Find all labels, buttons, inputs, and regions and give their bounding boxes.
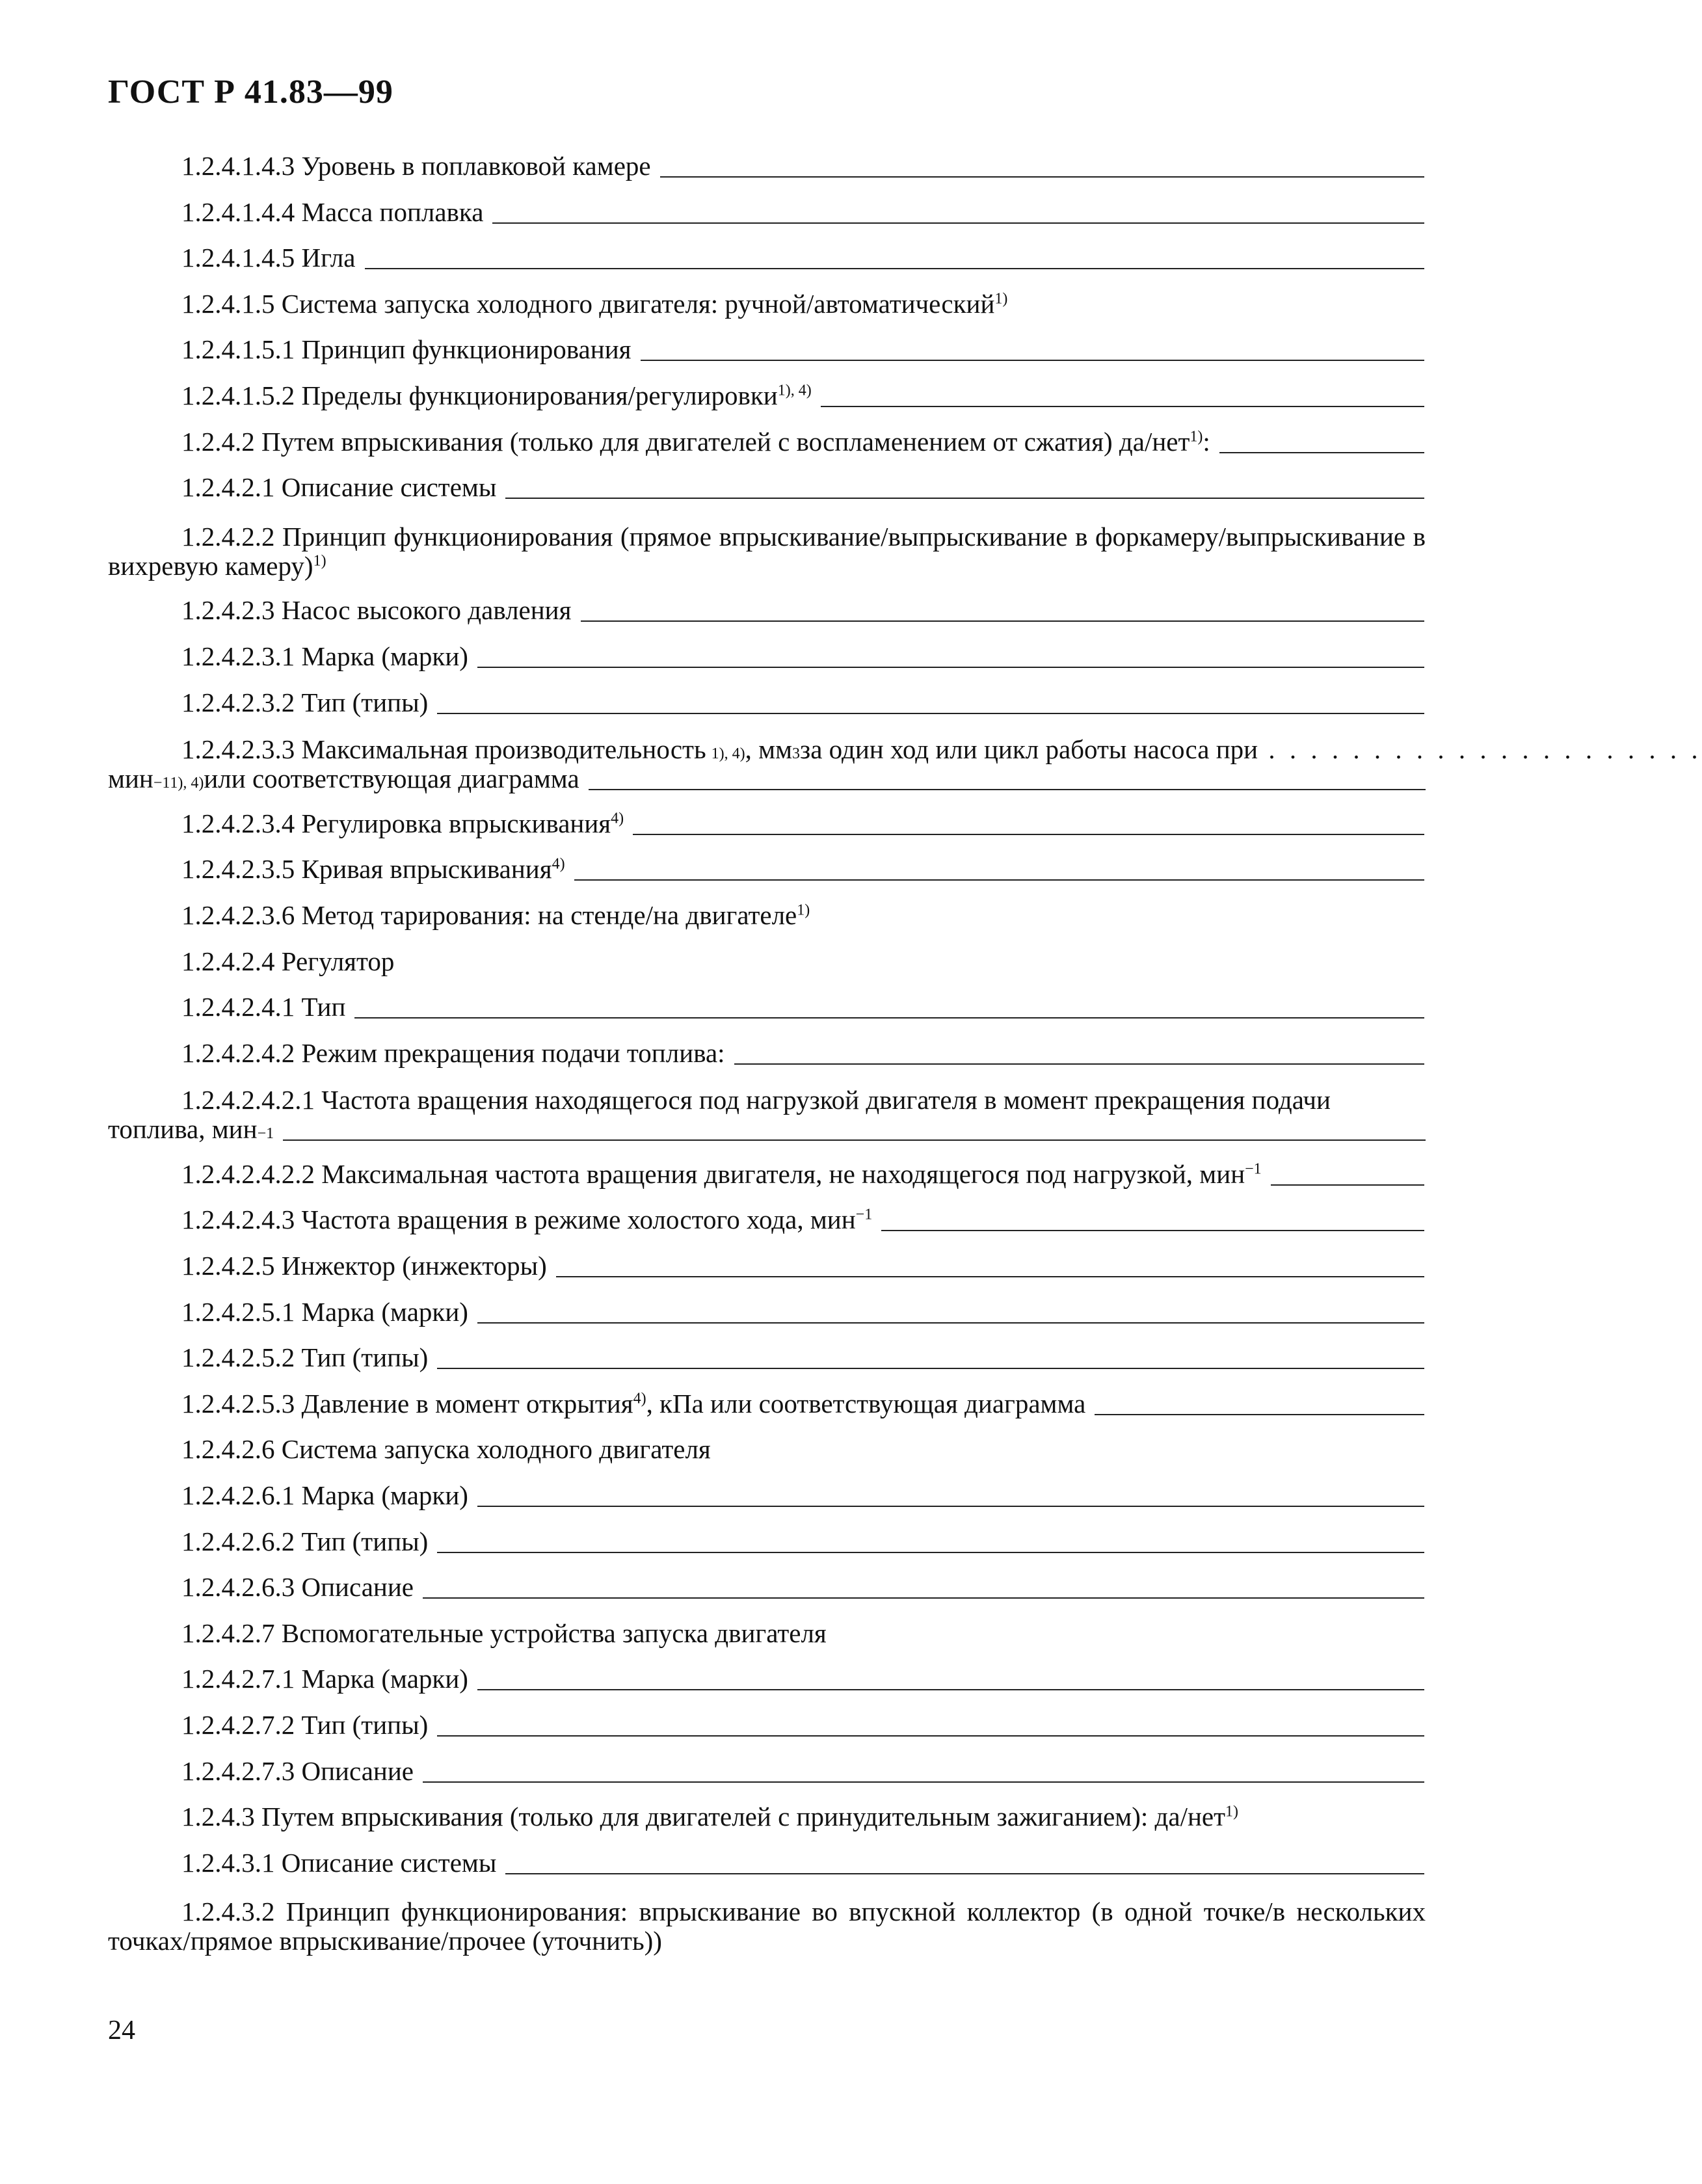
item-text: мин [108,764,153,794]
form-item [108,948,1426,994]
item-text: или соответствующая диаграмма [204,764,579,794]
form-item [108,1436,1426,1482]
item-text: 1.2.4.2.4.2.1 Частота вращения находящегося под нагрузкой двигателя в момент прекращения подачи [181,1085,1331,1115]
fill-in-line[interactable] [821,406,1424,407]
item-label [108,1206,872,1233]
form-item [108,245,1426,291]
item-label: 1.2.4.2.7.3 Описание [181,1755,414,1786]
item-text: , мм [745,734,793,765]
item-label [108,810,624,837]
fill-in-line[interactable] [641,360,1425,361]
item-label: 1.2.4.2.6 Система запуска холодного двигателя [181,1434,711,1465]
item-label: 1.2.4.2.7 Вспомогательные устройства запуска двигателя [181,1618,827,1648]
fill-in-line[interactable] [437,1368,1424,1369]
form-item [108,1482,1426,1528]
footnote-ref: 1) [797,901,810,919]
fill-in-line[interactable] [1271,1184,1424,1186]
page-number: 24 [108,2016,135,2045]
fill-in-line[interactable] [423,1597,1424,1599]
footnote-ref: 1), 4) [777,382,812,399]
item-text: 1.2.4.2 Путем впрыскивания (только для двигателей с воспламенением от сжатия) да/нет [181,426,1190,457]
item-label [108,899,810,930]
form-item [108,153,1426,199]
form-item-paragraph [108,522,1426,581]
form-item [108,643,1426,689]
item-label: 1.2.4.2.1 Описание системы [181,472,497,503]
fill-in-line[interactable] [492,222,1424,224]
fill-in-line[interactable] [437,1552,1424,1553]
item-label: 1.2.4.2.4 Регулятор [181,946,395,976]
fill-in-line[interactable] [477,1506,1424,1507]
footnote-ref: 4) [611,810,624,827]
fill-in-line[interactable] [1219,452,1424,453]
item-label: 1.2.4.2.3.2 Тип (типы) [181,687,429,717]
item-label [108,856,565,883]
item-text: 1.2.4.1.5 Система запуска холодного двигателя: ручной/автоматический [181,288,995,319]
form-item [108,1666,1426,1712]
form-item-paragraph [108,734,1702,794]
form-item [108,1528,1426,1575]
form-item [108,196,1426,245]
item-label: 1.2.4.2.7.2 Тип (типы) [181,1710,429,1740]
footnote-ref: 1) [1225,1803,1239,1820]
fill-in-line[interactable] [505,1873,1424,1874]
item-text: 1.2.4.2.3.5 Кривая впрыскивания [181,854,552,885]
item-label: 1.2.4.1.4.3 Уровень в поплавковой камере [181,151,651,181]
item-label: 1.2.4.3.1 Описание системы [181,1847,497,1878]
form-item [108,1388,1426,1437]
fill-in-line[interactable] [633,834,1424,835]
item-text: за один ход или цикл работы насоса при [800,734,1258,765]
form-item [108,426,1426,475]
form-item [108,1574,1426,1620]
item-label: 1.2.4.2.7.1 Марка (марки) [181,1664,468,1694]
fill-in-line[interactable] [734,1063,1424,1065]
form-item [108,1037,1426,1086]
item-text: 1.2.4.2.3.4 Регулировка впрыскивания [181,808,611,838]
item-label: 1.2.4.2.3 Насос высокого давления [181,595,572,626]
item-label: 1.2.4.2.3.1 Марка (марки) [181,641,468,671]
footnote-ref: 1) [1190,427,1203,445]
item-text: топлива, мин [108,1114,258,1145]
item-label: 1.2.4.1.4.4 Масса поплавка [181,196,484,227]
paragraph-line: топлива, мин −1 [108,1115,1426,1144]
fill-in-line[interactable] [1095,1414,1424,1415]
paragraph-line: 1.2.4.2.3.3 Максимальная производительность 1), 4) , мм 3 за один ход или цикл работы насоса при . . . . . . . . . . . . . . . . . . . . . [181,734,1702,765]
form-item [108,899,1426,948]
item-text: 1.2.4.2.4.3 Частота вращения в режиме холостого хода, мин [181,1205,856,1235]
form-item [108,689,1426,736]
item-label [108,288,1008,319]
item-label: 1.2.4.1.4.5 Игла [181,243,356,273]
document-body [108,151,1702,1973]
form-item [108,856,1426,902]
item-label: 1.2.4.2.4.2 Режим прекращения подачи топлива: [181,1037,725,1068]
fill-in-line[interactable] [477,1322,1424,1324]
form-item [108,1344,1426,1391]
fill-in-line[interactable] [477,667,1424,668]
form-item [108,1712,1426,1758]
item-text: 1.2.4.2.3.3 Максимальная производительность [181,734,706,765]
form-item [108,597,1426,643]
item-label: 1.2.4.2.6.1 Марка (марки) [181,1480,468,1511]
paragraph-line [108,1085,1426,1115]
item-label: 1.2.4.1.5.1 Принцип функционирования [181,334,632,365]
item-label: 1.2.4.2.5.1 Марка (марки) [181,1296,468,1327]
fill-in-line[interactable] [437,1735,1424,1737]
form-item [108,1755,1426,1804]
form-item [108,336,1426,382]
item-label: 1.2.4.2.5.2 Тип (типы) [181,1342,429,1373]
footnote-ref: 1) [994,290,1008,308]
form-item [108,1206,1426,1253]
form-item [108,382,1426,429]
form-item [108,1253,1426,1299]
paragraph-line: мин −1 1), 4) или соответствующая диаграмма [108,764,1426,793]
form-item-paragraph: 1.2.4.3.2 Принцип функционирования: впрыскивание во впускной коллектор (в одной точке/в нескольких точках/прямое впрыскивание/прочее (уточнить)) [108,1897,1426,1956]
fill-in-line[interactable] [283,1139,1426,1141]
item-label: 1.2.4.2.6.2 Тип (типы) [181,1526,429,1556]
item-text: 1.2.4.2.5.3 Давление в момент открытия [181,1388,633,1418]
footnote-ref: 1) [313,552,326,570]
fill-in-line[interactable] [365,268,1424,269]
item-label [108,382,812,409]
fill-in-line[interactable] [589,789,1426,790]
fill-in-line[interactable] [574,879,1424,881]
item-text: 1.2.4.3 Путем впрыскивания (только для двигателей с принудительным зажиганием): да/нет [181,1802,1226,1832]
form-item [108,1847,1426,1896]
footnote-ref: 4) [552,855,565,873]
form-item [108,1804,1426,1850]
fill-in-line[interactable] [556,1276,1424,1277]
form-item [108,474,1426,520]
item-text: , кПа или соответствующая диаграмма [646,1388,1086,1418]
item-text: 1.2.4.1.5.2 Пределы функционирования/регулировки [181,380,778,410]
form-item [108,994,1426,1040]
fill-in-line[interactable] [660,176,1424,178]
fill-in-line[interactable] [477,1689,1424,1690]
item-text: : [1203,426,1210,457]
item-label [108,1804,1238,1830]
fill-in-line[interactable] [437,713,1424,714]
item-text: 1.2.4.2.2 Принцип функционирования (прямое впрыскивание/выпрыскивание в форкамеру/выпрыскивание в вихревую камеру) [108,521,1426,581]
item-label [108,1158,1262,1189]
superscript-unit: −1 [855,1206,873,1223]
superscript-unit: −1 [1245,1160,1262,1178]
fill-in-line[interactable] [505,498,1424,499]
item-text: 1.2.4.2.4.2.2 Максимальная частота вращения двигателя, не находящегося под нагрузкой, мин [181,1158,1245,1189]
item-label: 1.2.4.2.5 Инжектор (инжекторы) [181,1251,547,1281]
form-item-paragraph [108,1085,1426,1144]
document-header: ГОСТ Р 41.83—99 [108,73,393,111]
form-item [108,1296,1426,1345]
fill-in-line[interactable] [354,1017,1424,1019]
fill-in-line[interactable] [581,620,1425,622]
item-label [108,426,1210,457]
fill-in-line[interactable] [881,1230,1424,1231]
form-item [108,1620,1426,1666]
item-label: 1.2.4.2.6.3 Описание [181,1572,414,1603]
fill-in-line[interactable] [423,1781,1424,1783]
form-item [108,810,1426,857]
item-label [108,1388,1086,1418]
form-item [108,1158,1426,1207]
footnote-ref: 4) [633,1390,646,1407]
fill-in-dots[interactable]: . . . . . . . . . . . . . . . . . . . . . [1258,734,1702,765]
form-item [108,288,1426,337]
item-label: 1.2.4.2.4.1 Тип [181,992,346,1022]
item-text: 1.2.4.2.3.6 Метод тарирования: на стенде/на двигателе [181,899,797,930]
